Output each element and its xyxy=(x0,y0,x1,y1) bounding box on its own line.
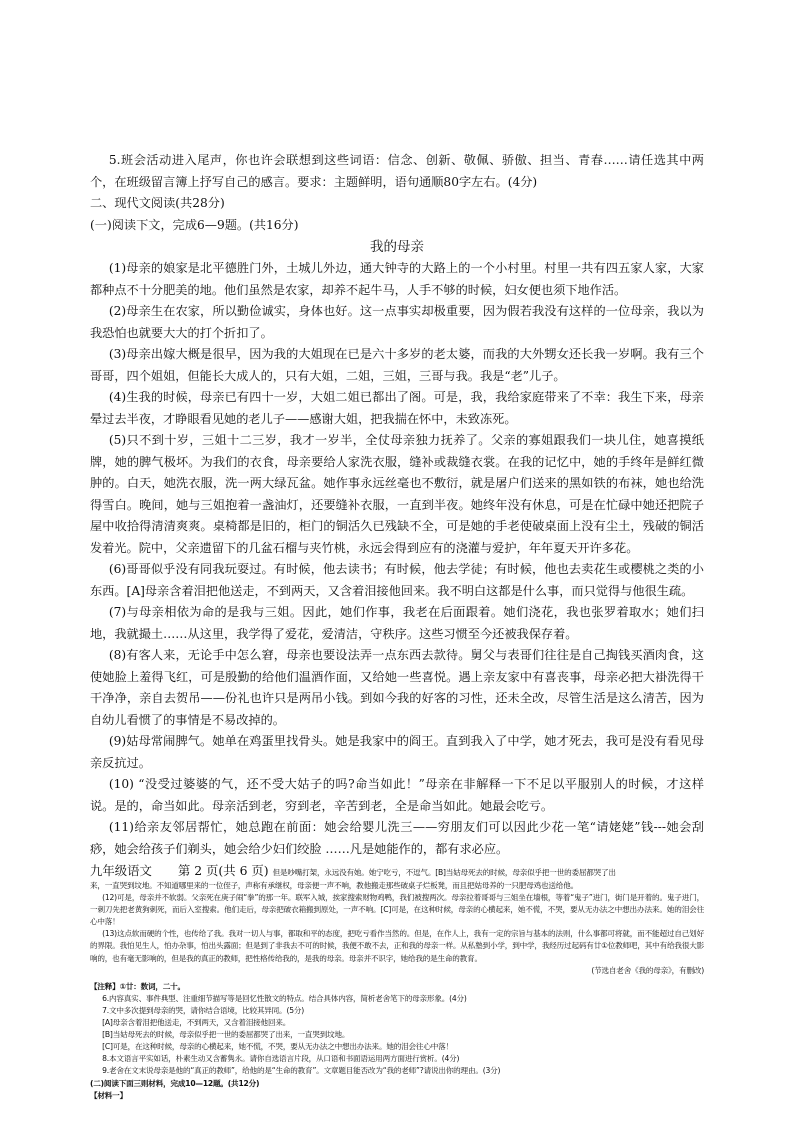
part-1-heading: (一)阅读下文，完成6—9题。(共16分) xyxy=(90,217,299,232)
question-item: [B]当姑母死去的时候，母亲似乎把一世的委屈都哭了出来，一直哭到坟地。 xyxy=(102,1030,350,1040)
material-heading: 【材料一】 xyxy=(90,1090,127,1100)
footer-continued-text: 但是吵嘴打架，永远没有她。她宁吃亏，不逗气。[B]当姑母死去的时候，母亲似乎把一世的委屈都哭了出 xyxy=(272,868,616,877)
article-paragraph: (7)与母亲相依为命的是我与三姐。因此，她们作事，我老在后面跟着。她们浇花，我也张罗着取水；她们扫地，我就撮土……从这里，我学得了爱花，爱清洁，守秩序。这些习惯至今还被我保存着。 xyxy=(90,605,704,641)
question-item: [A]母亲含着泪把他送走，不到两天，又含着泪接他回来。 xyxy=(102,1018,291,1028)
article-source: (节选自老舍《我的母亲》，有删改) xyxy=(591,965,704,975)
article-paragraph: (4)生我的时候，母亲已有四十一岁，大姐二姐已都出了阁。可是，我，我给家庭带来了不幸：我生下来，母亲晕过去半夜，才睁眼看见她的老儿子——感谢大姐，把我揣在怀中，未致冻死。 xyxy=(90,390,704,426)
footer-subject: 九年级语文 xyxy=(90,863,152,878)
article-paragraph: (6)哥哥似乎没有同我玩耍过。有时候，他去读书；有时候，他去学徒；有时候，他也去卖花生或樱桃之类的小东西。[A]母亲含着泪把他送走，不到两天，又含着泪接他回来。我不明白这都是什么事，而只觉得与他很生疏。 xyxy=(90,562,704,598)
article-paragraph: (8)有客人来，无论手中怎么窘，母亲也要设法弄一点东西去款待。舅父与表哥们往往是自己掏钱买酒肉食，这使她脸上羞得飞红，可是殷勤的给他们温酒作面，又给她一些喜悦。遇上亲友家中有喜丧事，母亲必把大褂洗得干干净净，亲自去贺吊——份礼也许只是两吊小钱。到如今我的好客的习性，还未全改，尽管生活是这么清苦，因为自幼儿看惯了的事情是不易改掉的。 xyxy=(90,648,704,727)
small-paragraph: (12)可是，母亲并不软弱。父亲死在庚子闹“拳”的那一年。联军入城，挨家搜索财物鸡鸭，我们被搜两次。母亲拉着哥哥与三姐坐在墙根，等着“鬼子”进门，街门是开着的。鬼子进门，一刺刀先把老黄狗刺死，而后入室搜索。他们走后，母亲把破衣箱搬到原处，一声不响。[C]可是，在这种时候，母亲的心横起来，她不慌，不哭，要从无办法之中想出办法来。她的泪会往心中落！ xyxy=(90,893,704,927)
section-heading-reading: 二、现代文阅读(共28分) xyxy=(90,196,225,210)
article-title: 我的母亲 xyxy=(370,239,424,255)
question-item: 9.老舍在文末说母亲是他的“真正的教师”，给他的是“生命的教育”。文章题目能否改为“我的老师”?请说出你的理由。(3分) xyxy=(102,1066,501,1076)
article-paragraph: (5)只不到十岁，三姐十二三岁，我才一岁半，全仗母亲独力抚养了。父亲的寡姐跟我们一块儿住，她喜摸纸牌，她的脾气极坏。为我们的衣食，母亲要给人家洗衣服，缝补或裁缝衣裳。在我的记忆中，她的手终年是鲜红微肿的。白天，她洗衣服，洗一两大绿瓦盆。她作事永远丝毫也不敷衍，就是屠户们送来的黑如铁的布袜，她也给洗得雪白。晚间，她与三姐抱着一盏油灯，还要缝补衣服，一直到半夜。她终年没有休息，可是在忙碌中她还把院子屋中收拾得清清爽爽。桌椅都是旧的，柜门的铜活久已残缺不全，可是她的手老使破桌面上没有尘土，残破的铜活发着光。院中，父亲遗留下的几盆石榴与夹竹桃，永远会得到应有的浇灌与爱护，年年夏天开许多花。 xyxy=(90,433,704,555)
question-item: 8.本文语言平实如话，朴素生动又含蓄隽永。请你自选语言片段，从口语和书面语运用两方面进行赏析。(4分) xyxy=(102,1054,460,1064)
article-paragraph: (1)母亲的娘家是北平德胜门外，土城儿外边，通大钟寺的大路上的一个小村里。村里一共有四五家人家，大家都种点不十分肥美的地。他们虽然是农家，却养不起牛马，人手不够的时候，妇女便也须下地作活。 xyxy=(90,261,704,297)
exam-page xyxy=(90,150,704,1102)
article-paragraph: (11)给亲友邻居帮忙，她总跑在前面：她会给婴儿洗三——穷朋友们可以因此少花一笔“请姥姥”钱---她会刮痧，她会给孩子们剃头，她会给少妇们绞脸 ……凡是她能作的，都有求必应。 xyxy=(90,820,704,856)
part-2-heading: (二)阅读下面三则材料，完成10—12题。(共12分) xyxy=(90,1078,260,1088)
article-paragraph: (10) “没受过婆婆的气，还不受大姑子的吗?命当如此！”母亲在非解释一下不足以平服别人的时候，才这样说。是的，命当如此。母亲活到老，穷到老，辛苦到老，全是命当如此。她最会吃亏。 xyxy=(90,777,704,813)
question-5: 5.班会活动进入尾声，你也许会联想到这些词语：信念、创新、敬佩、骄傲、担当、青春……请任选其中两个，在班级留言簿上抒写自己的感言。要求：主题鲜明，语句通顺80字左右。(4分) xyxy=(90,153,704,189)
annotation-note: 【注释】①廿：数词，二十。 xyxy=(90,981,185,991)
article-paragraph: (2)母亲生在农家，所以勤俭诚实，身体也好。这一点事实却极重要，因为假若我没有这样的一位母亲，我以为我恐怕也就要大大的打个折扣了。 xyxy=(90,304,704,340)
article-paragraph: (9)姑母常闹脾气。她单在鸡蛋里找骨头。她是我家中的阎王。直到我入了中学，她才死去，我可是没有看见母亲反抗过。 xyxy=(90,734,704,770)
small-paragraph: 来，一直哭到坟地。不知道哪里来的一位侄子，声称有承继权，母亲便一声不响，教他搬走那些破桌子烂板凳，而且把姑母养的一只肥母鸡也送给他。 xyxy=(90,881,578,890)
question-item: 7.文中多次提到母亲的哭，请你结合语境，比较其异同。(5分) xyxy=(102,1005,304,1015)
page-footer xyxy=(90,862,704,880)
article-paragraph: (3)母亲出嫁大概是很早，因为我的大姐现在已是六十多岁的老太婆，而我的大外甥女还长我一岁啊。我有三个哥哥，四个姐姐，但能长大成人的，只有大姐，二姐，三姐，三哥与我。我是“老”儿子。 xyxy=(90,347,704,383)
footer-page-number: 第 2 页(共 6 页) xyxy=(177,863,269,878)
question-item: [C]可是，在这种时候，母亲的心横起来，她不慌，不哭，要从无办法之中想出办法来。她的泪会往心中落！ xyxy=(102,1042,453,1052)
small-paragraph: (13)这点软而硬的个性，也传给了我。我对一切人与事，都取和平的态度，把吃亏看作当然的。但是，在作人上，我有一定的宗旨与基本的法则，什么事都可将就，而不能超过自己划好的界限。我怕见生人，怕办杂事，怕出头露面；但是到了非我去不可的时候，我便不敢不去，正和我的母亲一样。从私塾到小学，到中学，我经历过起码有廿①位教师吧，其中有给我很大影响的，也有毫无影响的，但是我的真正的教师，把性格传给我的，是我的母亲。母亲并不识字，她给我的是生命的教育。 xyxy=(90,929,704,963)
question-item: 6.内容真实、事件典型、注重细节描写等是回忆性散文的特点。结合具体内容，简析老舍笔下的母亲形象。(4分) xyxy=(102,993,467,1003)
